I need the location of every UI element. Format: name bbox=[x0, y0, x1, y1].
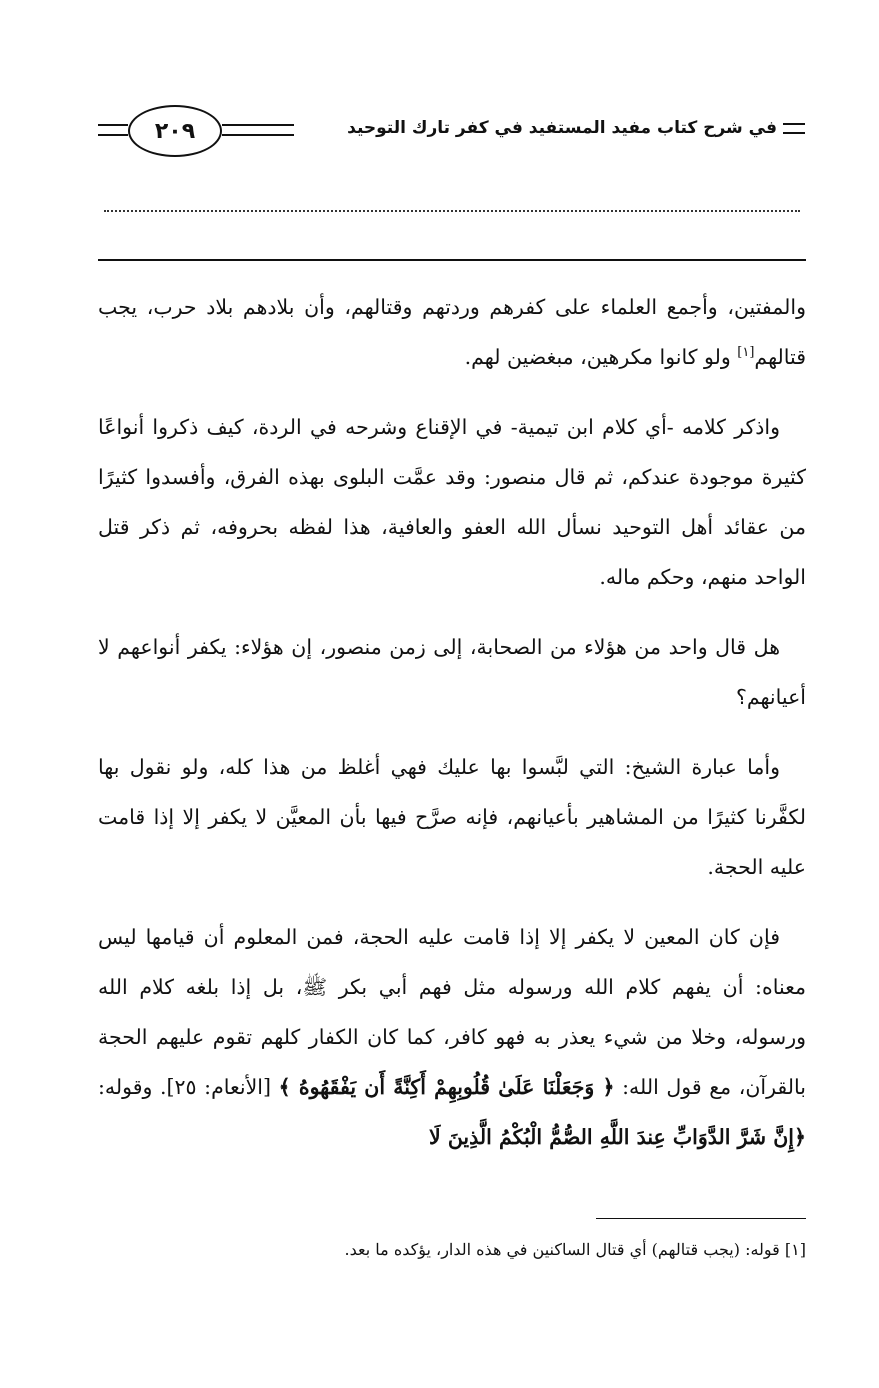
paragraph: واذكر كلامه -أي كلام ابن تيمية- في الإقناع وشرحه في الردة، كيف ذكروا أنواعًا كثيرة موجودة عندكم، ثم قال منصور: وقد عمَّت البلوى بهذه الفرق، وأفسدوا كثيرًا من عقائد أهل التوحيد نسأل الله العفو والعافية، هذا لفظه بحروفه، ثم ذكر قتل الواحد منهم، وحكم ماله. bbox=[98, 415, 806, 589]
top-rule bbox=[98, 259, 806, 261]
dotted-separator bbox=[104, 200, 800, 212]
paragraph: وأما عبارة الشيخ: التي لبَّسوا بها عليك فهي أغلظ من هذا كله، ولو نقول بها لكفَّرنا كثيرًا من المشاهير بأعيانهم، فإنه صرَّح فيها بأن المعيَّن لا يكفر إلا إذا قامت عليه الحجة. bbox=[98, 755, 806, 879]
page-number: ٢٠٩ bbox=[128, 105, 222, 157]
footnote-reference: [١] bbox=[737, 345, 755, 361]
paragraph: فإن كان المعين لا يكفر إلا إذا قامت عليه الحجة، فمن المعلوم أن قيامها ليس معناه: أن يفهم كلام الله ورسوله مثل فهم أبي بكر ﷺ، بل إذا بلغه كلام الله ورسوله، وخلا من شيء يعذر به فهو كافر، كما كان الكفار كلهم تقوم عليهم الحجة بالقرآن، مع قول الله: ﴿ وَجَعَلْنَا عَلَىٰ قُلُوبِهِمْ أَكِنَّةً أَن يَفْقَهُوهُ ﴾ [الأنعام: ٢٥]. وقوله: ﴿إِنَّ شَرَّ الدَّوَابِّ عِندَ اللَّهِ الصُّمُّ الْبُكْمُ الَّذِينَ لَا bbox=[98, 925, 806, 1149]
footnote: [١] قوله: (يجب قتالهم) أي قتال الساكنين في هذه الدار، يؤكده ما بعد. bbox=[344, 1240, 806, 1259]
running-title: في شرح كتاب مفيد المستفيد في كفر تارك التوحيد bbox=[347, 118, 777, 138]
paragraph: هل قال واحد من هؤلاء من الصحابة، إلى زمن منصور، إن هؤلاء: يكفر أنواعهم لا أعيانهم؟ bbox=[98, 635, 806, 709]
running-header bbox=[347, 118, 805, 138]
quran-quote: ﴿إِنَّ شَرَّ الدَّوَابِّ عِندَ اللَّهِ الصُّمُّ الْبُكْمُ الَّذِينَ لَا bbox=[429, 1125, 806, 1149]
paragraph: والمفتين، وأجمع العلماء على كفرهم وردتهم وقتالهم، وأن بلادهم بلاد حرب، يجب قتالهم[١] ولو كانوا مكرهين، مبغضين لهم. bbox=[98, 295, 806, 369]
header-rule-right bbox=[222, 124, 294, 136]
footnote-rule bbox=[596, 1218, 806, 1219]
quran-quote: ﴿ وَجَعَلْنَا عَلَىٰ قُلُوبِهِمْ أَكِنَّةً أَن يَفْقَهُوهُ ﴾ bbox=[278, 1075, 615, 1099]
header-rule-left bbox=[98, 124, 128, 136]
header-ornament bbox=[783, 123, 805, 134]
body-text bbox=[98, 282, 806, 1182]
